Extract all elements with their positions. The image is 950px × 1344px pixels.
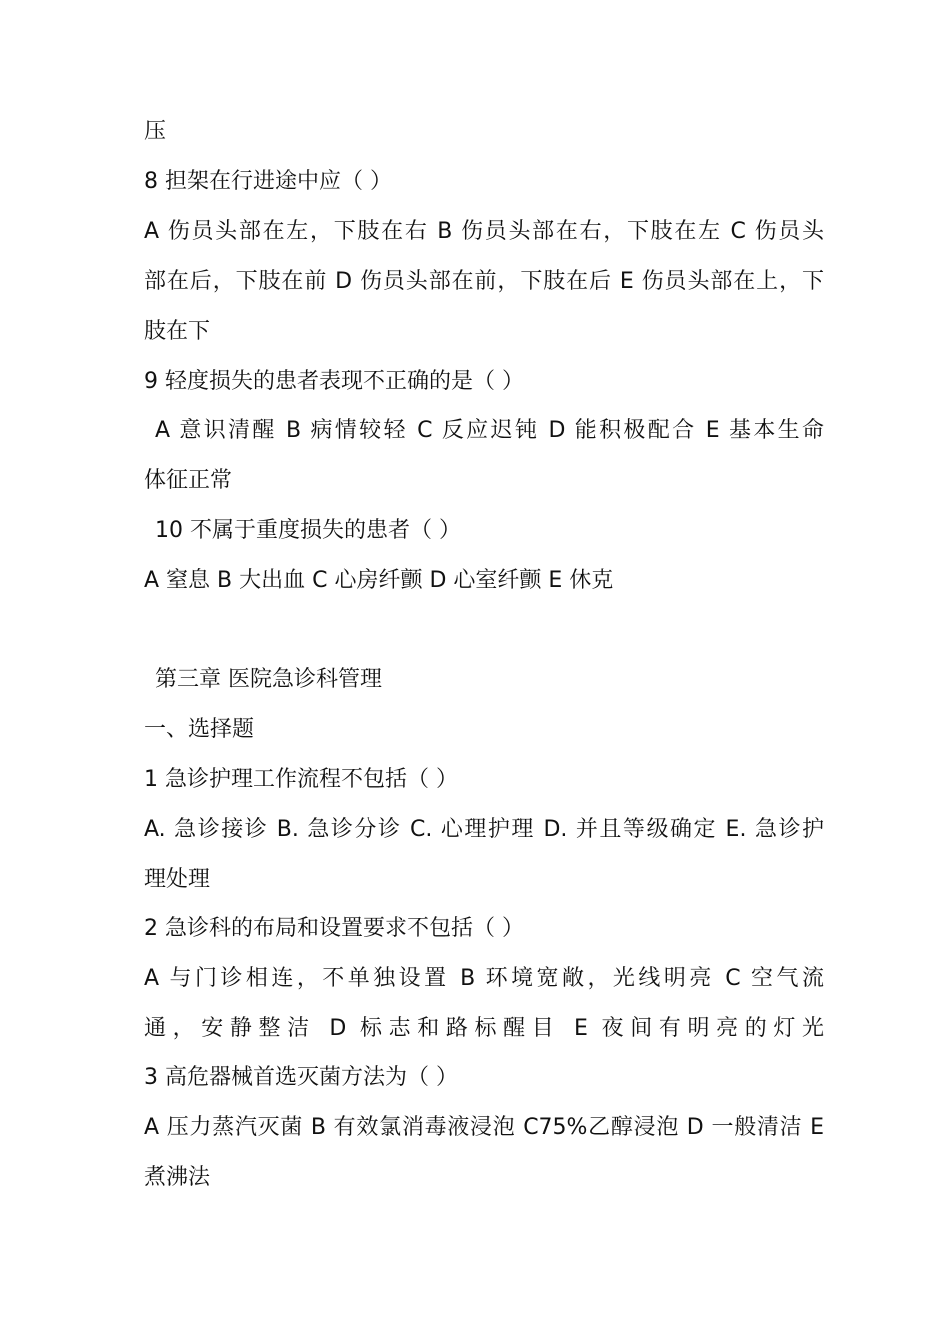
question-2-options: A 与门诊相连，不单独设置 B 环境宽敞，光线明亮 C 空气流 bbox=[144, 966, 824, 991]
text-line: 通，安静整洁 D 标志和路标醒目 E 夜间有明亮的灯光 bbox=[144, 1016, 824, 1041]
question-2: 2 急诊科的布局和设置要求不包括（ ） bbox=[144, 916, 524, 941]
text-line: 压 bbox=[144, 119, 167, 144]
text-line: 肢在下 bbox=[144, 319, 211, 344]
question-1: 1 急诊护理工作流程不包括（ ） bbox=[144, 767, 458, 792]
section-heading: 一、选择题 bbox=[144, 717, 255, 742]
text-line: 理处理 bbox=[144, 867, 211, 892]
chapter-heading: 第三章 医院急诊科管理 bbox=[155, 667, 382, 692]
question-10-options: A 窒息 B 大出血 C 心房纤颤 D 心室纤颤 E 休克 bbox=[144, 568, 614, 593]
question-8: 8 担架在行进途中应（ ） bbox=[144, 169, 392, 194]
text-line: 部在后，下肢在前 D 伤员头部在前，下肢在后 E 伤员头部在上，下 bbox=[144, 269, 824, 294]
question-9-options: A 意识清醒 B 病情较轻 C 反应迟钝 D 能积极配合 E 基本生命 bbox=[155, 418, 824, 443]
question-8-options: A 伤员头部在左，下肢在右 B 伤员头部在右，下肢在左 C 伤员头 bbox=[144, 219, 824, 244]
question-9: 9 轻度损失的患者表现不正确的是（ ） bbox=[144, 369, 524, 394]
question-1-options: A. 急诊接诊 B. 急诊分诊 C. 心理护理 D. 并且等级确定 E. 急诊护 bbox=[144, 817, 824, 842]
text-line: 煮沸法 bbox=[144, 1165, 211, 1190]
question-10: 10 不属于重度损失的患者（ ） bbox=[155, 518, 461, 543]
text-line: 体征正常 bbox=[144, 468, 233, 493]
question-3-options: A 压力蒸汽灭菌 B 有效氯消毒液浸泡 C75%乙醇浸泡 D 一般清洁 E bbox=[144, 1115, 824, 1140]
question-3: 3 高危器械首选灭菌方法为（ ） bbox=[144, 1065, 458, 1090]
